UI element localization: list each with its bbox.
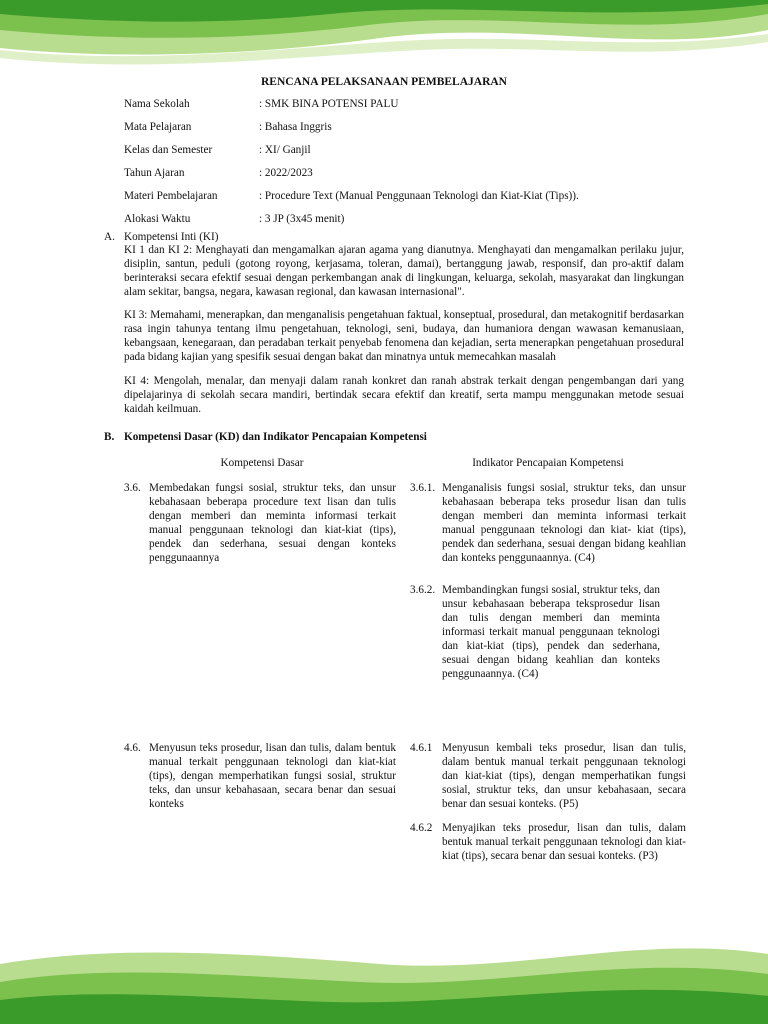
info-value: : SMK BINA POTENSI PALU (259, 98, 399, 110)
info-value: : 3 JP (3x45 menit) (259, 213, 345, 225)
info-row-class-semester (124, 143, 724, 159)
column-header-ipk: Indikator Pencapaian Kompetensi (472, 457, 624, 469)
info-label: Tahun Ajaran (124, 167, 185, 179)
ipk-text: Menganalisis fungsi sosial, struktur teks, dan unsur kebahasaan beberapa teks prosedur lisan dan tulis dengan memberi dan meminta informasi terkait manual penggunaan teknologi dan kiat- kiat (tips), pendek dan sederhana, sesuai dengan bidang keahlian dan konteks penggunaannya. (C4) (442, 482, 686, 564)
info-row-material (124, 189, 724, 205)
ipk-number: 4.6.1 (410, 742, 433, 754)
info-label: Materi Pembelajaran (124, 190, 218, 202)
ipk-text: Menyusun kembali teks prosedur, lisan dan tulis, dalam bentuk manual terkait penggunaan teknologi dan kiat-kiat (tips), dengan memperhatikan fungsi sosial, struktur teks, dan unsur kebahasaan, secara benar dan sesuai konteks. (P5) (442, 742, 686, 810)
info-label: Alokasi Waktu (124, 213, 191, 225)
ipk-number: 4.6.2 (410, 822, 433, 834)
info-row-academic-year (124, 166, 724, 182)
ki-3-paragraph: KI 3: Memahami, menerapkan, dan menganalisis pengetahuan faktual, konseptual, prosedural, dan metakognitif berdasarkan rasa ingin tahunya tentang ilmu pengetahuan, teknologi, seni, budaya, dan humaniora dengan wawasan kemanusiaan, kebangsaan, kenegaraan, dan peradaban terkait penyebab fenomena dan kejadian, serta menerapkan pengetahuan prosedural pada bidang kajian yang spesifik sesuai dengan bakat dan minatnya untuk memecahkan masalah (124, 309, 684, 363)
kd-number: 4.6. (124, 742, 141, 754)
section-letter: A. (104, 231, 115, 243)
kd-text: Menyusun teks prosedur, lisan dan tulis, dalam bentuk manual terkait penggunaan teknologi dan kiat-kiat (tips), dengan memperhatikan fungsi sosial, struktur teks, dan unsur kebahasaan, secara benar dan sesuai konteks (149, 742, 396, 810)
section-title: Kompetensi Dasar (KD) dan Indikator Pencapaian Kompetensi (124, 431, 427, 443)
info-value: : XI/ Ganjil (259, 144, 311, 156)
ipk-text: Membandingkan fungsi sosial, struktur teks, dan unsur kebahasaan beberapa teksprosedur lisan dan tulis dengan memberi dan meminta informasi terkait manual penggunaan teknologi dan kiat-kiat (tips), pendek dan sederhana, sesuai dengan bidang keahlian dan konteks penggunaannya. (C4) (442, 584, 660, 680)
section-letter: B. (104, 431, 115, 443)
info-value: : Procedure Text (Manual Penggunaan Teknologi dan Kiat-Kiat (Tips)). (259, 190, 579, 202)
info-value: : 2022/2023 (259, 167, 313, 179)
column-header-kd: Kompetensi Dasar (220, 457, 304, 469)
ki-1-2-paragraph: KI 1 dan KI 2: Menghayati dan mengamalkan ajaran agama yang dianutnya. Menghayati dan mengamalkan perilaku jujur, disiplin, santun, peduli (gotong royong, kerjasama, toleran, damai), bertanggung jawab, responsif, dan pro-aktif dalam berinteraksi secara efektif sesuai dengan perkembangan anak di lingkungan, keluarga, sekolah, masyarakat dan lingkungan alam sekitar, bangsa, negara, kawasan regional, dan kawasan internasional". (124, 244, 684, 298)
ki-4-paragraph: KI 4: Mengolah, menalar, dan menyaji dalam ranah konkret dan ranah abstrak terkait dengan pengembangan dari yang dipelajarinya di sekolah secara mandiri, bertindak secara efektif dan kreatif, serta mampu menggunakan metode sesuai kaidah keilmuan. (124, 375, 684, 415)
ipk-number: 3.6.1. (410, 482, 436, 494)
kd-text: Membedakan fungsi sosial, struktur teks, dan unsur kebahasaan beberapa procedure text lisan dan tulis dengan memberi dan meminta informasi terkait manual penggunaan teknologi dan kiat-kiat (tips), pendek dan sederhana, sesuai dengan konteks penggunaannya (149, 482, 396, 564)
section-title: Kompetensi Inti (KI) (124, 231, 219, 243)
document-title: RENCANA PELAKSANAAN PEMBELAJARAN (261, 76, 507, 88)
kd-number: 3.6. (124, 482, 141, 494)
info-row-school (124, 97, 724, 113)
ipk-number: 3.6.2. (410, 584, 436, 596)
ipk-text: Menyajikan teks prosedur, lisan dan tulis, dalam bentuk manual terkait penggunaan teknologi dan kiat-kiat (tips), secara benar dan sesuai konteks. (P3) (442, 822, 686, 862)
info-label: Kelas dan Semester (124, 144, 213, 156)
info-row-time-allocation (124, 212, 724, 228)
info-value: : Bahasa Inggris (259, 121, 332, 133)
info-label: Nama Sekolah (124, 98, 190, 110)
info-row-subject (124, 120, 724, 136)
info-label: Mata Pelajaran (124, 121, 192, 133)
